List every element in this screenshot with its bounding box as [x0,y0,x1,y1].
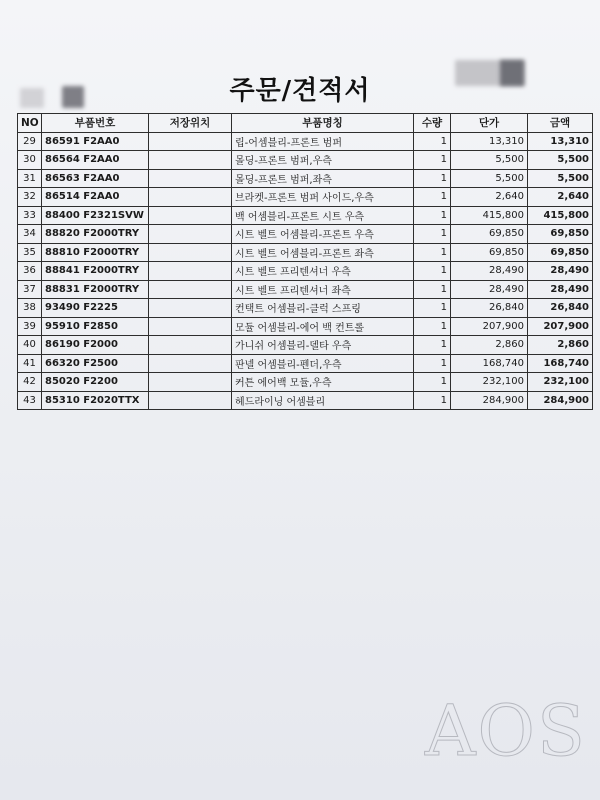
watermark-logo: AOS [425,690,587,772]
row-no: 43 [18,391,42,410]
row-location [149,280,232,299]
table-row [18,317,593,336]
header-unit-price: 단가 [451,114,528,133]
table-row [18,262,593,281]
row-amount: 5,500 [528,151,593,170]
row-unit-price: 26,840 [451,299,528,318]
row-location [149,169,232,188]
row-location [149,132,232,151]
row-amount: 28,490 [528,280,593,299]
header-location: 저장위치 [149,114,232,133]
table-row [18,151,593,170]
row-part-no: 86190 F2000 [42,336,149,355]
header-no: NO [18,114,42,133]
table-row [18,243,593,262]
row-amount: 2,640 [528,188,593,207]
row-location [149,336,232,355]
row-no: 32 [18,188,42,207]
row-part-name: 시트 벨트 프리텐셔너 좌측 [232,280,414,299]
row-amount: 232,100 [528,373,593,392]
row-no: 38 [18,299,42,318]
row-qty: 1 [414,262,451,281]
row-location [149,188,232,207]
row-location [149,151,232,170]
row-part-no: 85020 F2200 [42,373,149,392]
table-header-row [18,114,593,133]
table-row [18,373,593,392]
row-location [149,354,232,373]
row-qty: 1 [414,206,451,225]
row-unit-price: 69,850 [451,225,528,244]
row-no: 39 [18,317,42,336]
row-part-no: 88831 F2000TRY [42,280,149,299]
row-amount: 284,900 [528,391,593,410]
row-amount: 207,900 [528,317,593,336]
row-part-name: 모듈 어셈블리-에어 백 컨트롤 [232,317,414,336]
row-qty: 1 [414,354,451,373]
row-no: 30 [18,151,42,170]
row-qty: 1 [414,336,451,355]
document-title: 주문/견적서 [229,76,371,106]
row-no: 35 [18,243,42,262]
row-location [149,262,232,281]
row-part-no: 88810 F2000TRY [42,243,149,262]
row-qty: 1 [414,151,451,170]
row-no: 29 [18,132,42,151]
row-unit-price: 5,500 [451,169,528,188]
row-amount: 26,840 [528,299,593,318]
row-unit-price: 28,490 [451,280,528,299]
row-amount: 168,740 [528,354,593,373]
row-part-name: 시트 벨트 프리텐셔너 우측 [232,262,414,281]
row-part-name: 백 어셈블리-프론트 시트 우측 [232,206,414,225]
row-no: 41 [18,354,42,373]
row-qty: 1 [414,299,451,318]
row-part-no: 95910 F2850 [42,317,149,336]
row-no: 40 [18,336,42,355]
row-amount: 69,850 [528,225,593,244]
table-row [18,354,593,373]
table-row [18,280,593,299]
table-row [18,299,593,318]
row-qty: 1 [414,391,451,410]
row-qty: 1 [414,225,451,244]
table-row [18,391,593,410]
header-qty: 수량 [414,114,451,133]
row-location [149,373,232,392]
header-part-name: 부품명칭 [232,114,414,133]
row-amount: 2,860 [528,336,593,355]
row-part-name: 몰딩-프론트 범퍼,우측 [232,151,414,170]
row-no: 37 [18,280,42,299]
row-location [149,317,232,336]
row-unit-price: 13,310 [451,132,528,151]
row-location [149,206,232,225]
table-row [18,188,593,207]
row-part-name: 헤드라이닝 어셈블리 [232,391,414,410]
row-part-name: 몰딩-프론트 범퍼,좌측 [232,169,414,188]
row-location [149,299,232,318]
table-row [18,206,593,225]
row-unit-price: 168,740 [451,354,528,373]
row-no: 36 [18,262,42,281]
row-part-name: 시트 벨트 어셈블리-프론트 우측 [232,225,414,244]
row-qty: 1 [414,317,451,336]
row-part-no: 88400 F2321SVW [42,206,149,225]
row-amount: 69,850 [528,243,593,262]
row-amount: 415,800 [528,206,593,225]
row-part-name: 커튼 에어백 모듈,우측 [232,373,414,392]
row-amount: 5,500 [528,169,593,188]
row-qty: 1 [414,132,451,151]
row-unit-price: 2,640 [451,188,528,207]
row-unit-price: 2,860 [451,336,528,355]
table-row [18,132,593,151]
table-row [18,169,593,188]
row-part-no: 86563 F2AA0 [42,169,149,188]
row-part-no: 86591 F2AA0 [42,132,149,151]
row-part-name: 시트 벨트 어셈블리-프론트 좌측 [232,243,414,262]
row-qty: 1 [414,243,451,262]
row-qty: 1 [414,373,451,392]
row-part-name: 판넬 어셈블리-펜더,우측 [232,354,414,373]
row-part-no: 88841 F2000TRY [42,262,149,281]
row-no: 31 [18,169,42,188]
row-amount: 28,490 [528,262,593,281]
table-body [18,132,593,410]
header-part-no: 부품번호 [42,114,149,133]
parts-table [17,113,593,410]
row-unit-price: 207,900 [451,317,528,336]
row-qty: 1 [414,280,451,299]
row-unit-price: 28,490 [451,262,528,281]
row-part-no: 93490 F2225 [42,299,149,318]
row-part-name: 브라켓-프론트 범퍼 사이드,우측 [232,188,414,207]
row-part-no: 86564 F2AA0 [42,151,149,170]
row-no: 42 [18,373,42,392]
row-unit-price: 69,850 [451,243,528,262]
row-part-name: 립-어셈블리-프론트 범퍼 [232,132,414,151]
row-location [149,243,232,262]
row-location [149,391,232,410]
row-part-no: 88820 F2000TRY [42,225,149,244]
row-part-no: 86514 F2AA0 [42,188,149,207]
row-qty: 1 [414,188,451,207]
table-row [18,336,593,355]
header-amount: 금액 [528,114,593,133]
row-part-name: 컨택트 어셈블리-클럭 스프링 [232,299,414,318]
table-row [18,225,593,244]
row-qty: 1 [414,169,451,188]
row-amount: 13,310 [528,132,593,151]
row-unit-price: 232,100 [451,373,528,392]
row-no: 34 [18,225,42,244]
row-part-name: 가니쉬 어셈블리-델타 우측 [232,336,414,355]
row-location [149,225,232,244]
row-unit-price: 284,900 [451,391,528,410]
row-no: 33 [18,206,42,225]
row-unit-price: 415,800 [451,206,528,225]
row-unit-price: 5,500 [451,151,528,170]
row-part-no: 85310 F2020TTX [42,391,149,410]
row-part-no: 66320 F2500 [42,354,149,373]
